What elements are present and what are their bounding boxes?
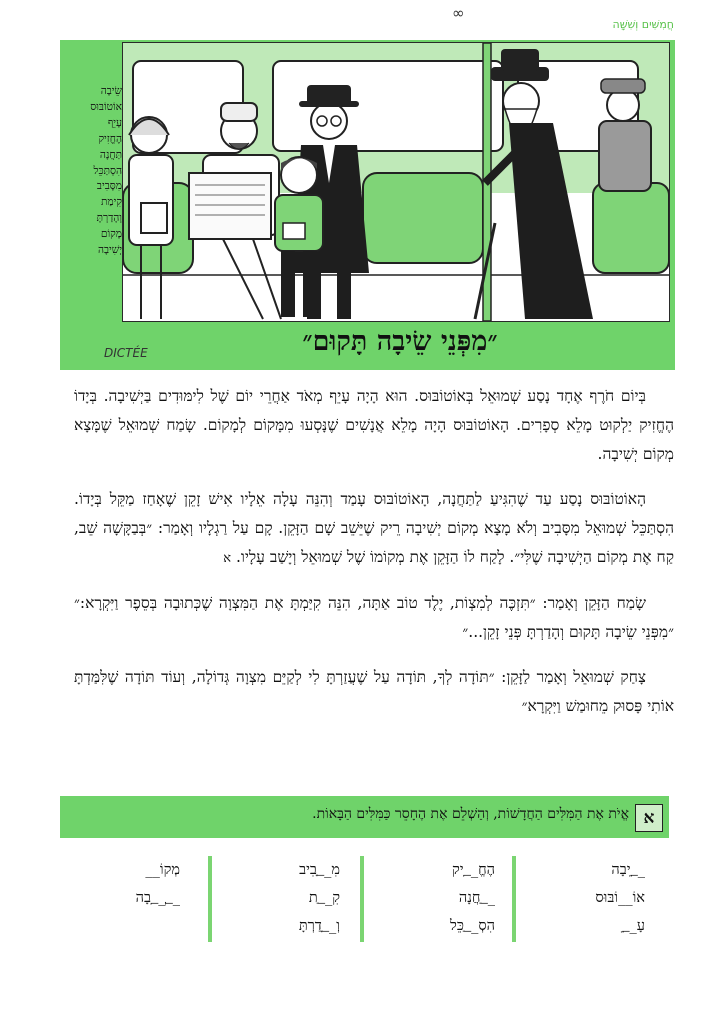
page-number: חֲמִשִּׁים וְשִׁשָּׁה bbox=[612, 18, 674, 31]
exercise-word: __ֵיבָה bbox=[611, 862, 645, 878]
exercise-word: קִ__ַת bbox=[308, 890, 340, 906]
vocab-word: שֵׂיבָה bbox=[100, 85, 122, 97]
exercise-header bbox=[60, 796, 669, 838]
vocab-word: מָקוֹם bbox=[100, 228, 122, 241]
vocab-word: קִימַת bbox=[101, 196, 122, 209]
exercise-word: וְ__ָדַרְתָּ bbox=[298, 918, 340, 934]
exercise-column bbox=[385, 856, 495, 940]
story-paragraph: צָחַק שְׁמוּאֵל וְאָמַר לַזָּקֵן: ״תּוֹדָה לְךָ, תּוֹדָה עַל שֶׁעֲזַרְתָּ לִי לְקַיֵּם מִצְוָה גְּדוֹלָה, וְעוֹד תּוֹדָה שֶׁלִּמַּדְתָּ אוֹתִי פָּסוּק מֵחוּמַשׁ וַיִּקְרָא״ bbox=[74, 668, 674, 715]
vocab-word: הֶחֱזִיק bbox=[98, 132, 122, 145]
exercise-word: עָ__ֵ bbox=[622, 918, 645, 934]
handwritten-marker: א bbox=[223, 551, 232, 566]
handwritten-note: DICTÉE bbox=[104, 346, 148, 360]
vocab-strip bbox=[70, 84, 122, 259]
exercise-letter-badge: א bbox=[635, 804, 663, 832]
exercise-word: מִ__ָבִיב bbox=[299, 862, 340, 878]
story-paragraph: שָׂמַח הַזָּקֵן וְאָמַר: ״תִּזְכֶּה לְמִצְוֹת, יֶלֶד טוֹב אַתָּה, הִנֵּה קִיַּמְתָּ אֶת הַמִּצְוָה שֶׁכְּתוּבָה בְּסֵפֶר וַיִּקְרָא:״ ״מִפְּנֵי שֵׂיבָה תָּקוּם וְהָדַרְתָּ פְּנֵי זָקֵן...״ bbox=[74, 594, 674, 641]
exercise-column bbox=[230, 856, 340, 940]
story-title: ״מִפְּנֵי שֵׂיבָה תָּקוּם״ bbox=[302, 326, 498, 357]
column-divider bbox=[360, 856, 364, 942]
exercise-word: מְקוֹ__ bbox=[145, 862, 180, 878]
vocab-word: תַּחֲנָה bbox=[99, 148, 122, 161]
story-paragraph bbox=[74, 485, 674, 573]
exercise-column bbox=[70, 856, 180, 912]
vocab-word: יְשִׁיבָה bbox=[97, 244, 122, 257]
story-paragraph-text: הָאוֹטוֹבּוּס נָסַע עַד שֶׁהִגִּיעַ לַתַּחֲנָה, הָאוֹטוֹבּוּס עָמַד וְהִנֵּה עָלָה אֵלָיו אִישׁ זָקֵן שֶׁאָחַז מַקֵּל בְּיָדוֹ. הִסְתַּכֵּל שְׁמוּאֵל מִסָּבִיב וְלֹא מָצָא מְקוֹם יְשִׁיבָה רֵיק שֶׁיֵּשֵׁב שָׁם הַזָּקֵן. קָם עַל רַגְלָיו וְאָמַר: ״בְּבַקָּשָׁה שֵׁב, קַח אֶת מְקוֹם הַיְשִׁיבָה שֶׁלִּי״. לָקַח לוֹ הַזָּקֵן אֶת מְקוֹמוֹ שֶׁל שְׁמוּאֵל וְיָשַׁב עָלָיו. bbox=[74, 490, 674, 566]
column-divider bbox=[208, 856, 212, 942]
story-paragraph: בְּיוֹם חֹרֶף אֶחָד נָסַע שְׁמוּאֵל בְּאוֹטוֹבּוּס. הוּא הָיָה עָיֵף מְאֹד אַחֲרֵי יוֹם שֶׁל לִימּוּדִים בַּיְשִׁיבָה. בְּיָדוֹ הֶחֱזִיק יַלְקוּט מָלֵא סְפָרִים. הָאוֹטוֹבּוּס הָיָה מָלֵא אֲנָשִׁים שֶׁנָּסְעוּ מִמָּקוֹם לְמָקוֹם. שָׂמַח שְׁמוּאֵל שֶׁמָּצָא מְקוֹם יְשִׁיבָה. bbox=[74, 387, 674, 463]
vocab-word: עָיֵף bbox=[107, 116, 122, 129]
exercise-column bbox=[535, 856, 645, 940]
exercise-word: הֶחֱ__ִיק bbox=[452, 862, 495, 878]
vocab-word: הִסְתַּכֵּל bbox=[93, 164, 122, 177]
column-divider bbox=[512, 856, 516, 942]
vocab-word: אוֹטוֹבּוּס bbox=[90, 100, 122, 113]
story-body bbox=[74, 382, 674, 737]
exercise-word: __ַחֲנָה bbox=[458, 890, 495, 906]
exercise-word: אוֹ__וֹבּוּס bbox=[595, 890, 645, 906]
exercise-instruction: אֱיֹת אֶת הַמִּלִּים הַחֲדָשׁוֹת, וְהַשְׁלֵם אֶת הֶחָסֵר כַּמִּלִּים הַבָּאוֹת. bbox=[312, 806, 629, 822]
exercise-word: הִסְ__ַכֵּל bbox=[450, 918, 495, 934]
vocab-word: מִסָּבִיב bbox=[96, 180, 122, 193]
vocab-word: וְהָדַרְתָּ bbox=[96, 212, 122, 225]
bus-illustration bbox=[122, 42, 670, 322]
exercise-word: __ְ__ִבָה bbox=[135, 890, 180, 906]
margin-scribble: ∞ bbox=[452, 4, 465, 22]
